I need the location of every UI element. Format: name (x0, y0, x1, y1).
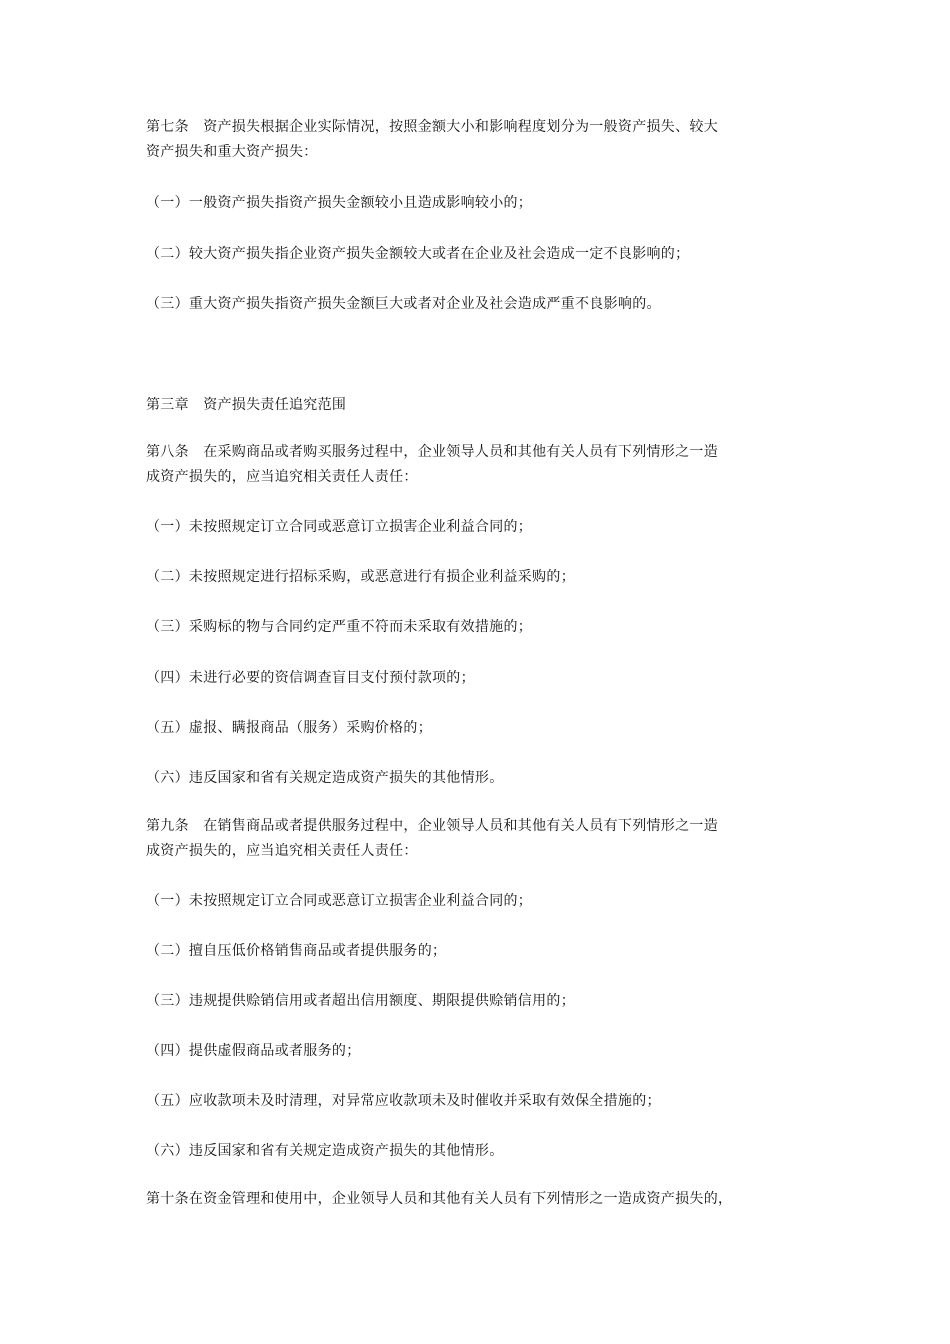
article-7-item-3: （三）重大资产损失指资产损失金额巨大或者对企业及社会造成严重不良影响的。 (146, 296, 661, 312)
article-8-item-3: （三）采购标的物与合同约定严重不符而未采取有效措施的； (146, 619, 533, 635)
article-8-item-2: （二）未按照规定进行招标采购，或恶意进行有损企业利益采购的； (146, 569, 575, 585)
article-9-item-4: （四）提供虚假商品或者服务的； (146, 1043, 361, 1059)
article-8-item-6: （六）违反国家和省有关规定造成资产损失的其他情形。 (146, 770, 504, 786)
article-8-line-1: 第八条 在采购商品或者购买服务过程中，企业领导人员和其他有关人员有下列情形之一造 (146, 444, 718, 460)
chapter-3-title: 第三章 资产损失责任追究范围 (146, 397, 347, 413)
article-9-item-2: （二）擅自压低价格销售商品或者提供服务的； (146, 943, 447, 959)
article-9-line-1: 第九条 在销售商品或者提供服务过程中，企业领导人员和其他有关人员有下列情形之一造 (146, 818, 718, 834)
article-9-item-3: （三）违规提供赊销信用或者超出信用额度、期限提供赊销信用的； (146, 993, 575, 1009)
article-7-line-1: 第七条 资产损失根据企业实际情况，按照金额大小和影响程度划分为一般资产损失、较大 (146, 119, 718, 135)
article-8-line-2: 成资产损失的，应当追究相关责任人责任： (146, 469, 418, 485)
article-7-item-1: （一）一般资产损失指资产损失金额较小且造成影响较小的； (146, 195, 533, 211)
article-9-line-2: 成资产损失的，应当追究相关责任人责任： (146, 843, 418, 859)
article-9-item-6: （六）违反国家和省有关规定造成资产损失的其他情形。 (146, 1143, 504, 1159)
article-8-item-1: （一）未按照规定订立合同或恶意订立损害企业利益合同的； (146, 519, 533, 535)
article-10-line-1: 第十条在资金管理和使用中，企业领导人员和其他有关人员有下列情形之一造成资产损失的， (146, 1191, 733, 1207)
article-7-item-2: （二）较大资产损失指企业资产损失金额较大或者在企业及社会造成一定不良影响的； (146, 246, 690, 262)
article-7-line-2: 资产损失和重大资产损失： (146, 144, 318, 160)
article-9-item-5: （五）应收款项未及时清理，对异常应收款项未及时催收并采取有效保全措施的； (146, 1093, 661, 1109)
article-8-item-5: （五）虚报、瞒报商品（服务）采购价格的； (146, 720, 432, 736)
article-9-item-1: （一）未按照规定订立合同或恶意订立损害企业利益合同的； (146, 893, 533, 909)
article-8-item-4: （四）未进行必要的资信调查盲目支付预付款项的； (146, 670, 475, 686)
